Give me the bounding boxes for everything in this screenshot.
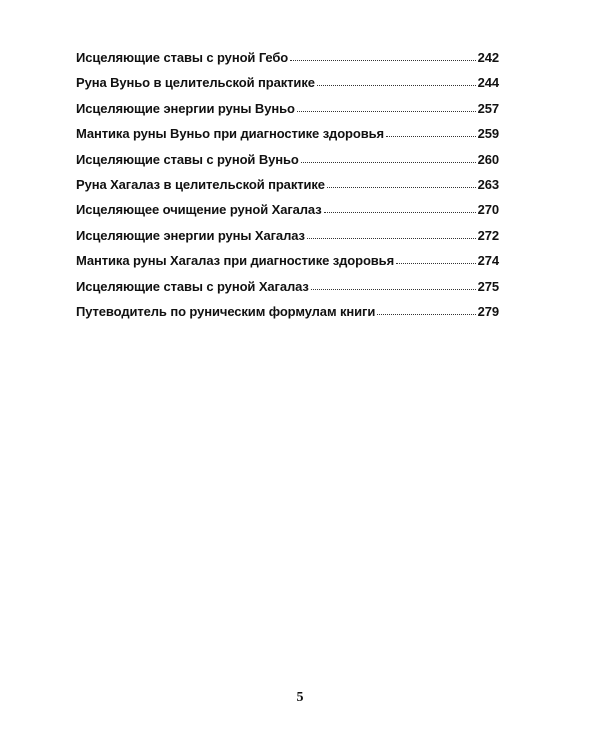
toc-dot-leader bbox=[301, 162, 476, 163]
toc-entry-title: Исцеляющие энергии руны Хагалаз bbox=[76, 227, 305, 243]
toc-entry-page: 272 bbox=[477, 227, 499, 243]
toc-dot-leader bbox=[396, 263, 476, 264]
toc-entry bbox=[76, 304, 499, 329]
toc-entry-title: Путеводитель по руническим формулам книги bbox=[76, 303, 376, 319]
toc-entry bbox=[76, 50, 499, 75]
toc-entry-page: 270 bbox=[477, 202, 499, 218]
toc-dot-leader bbox=[311, 289, 476, 290]
toc-entry-title: Исцеляющее очищение руной Хагалаз bbox=[76, 202, 322, 218]
toc-entry bbox=[76, 152, 499, 177]
toc-entry-page: 257 bbox=[477, 100, 499, 116]
toc-entry-title: Исцеляющие ставы с руной Вуньо bbox=[76, 151, 299, 167]
toc-dot-leader bbox=[377, 314, 475, 315]
toc-entry-title: Исцеляющие ставы с руной Гебо bbox=[76, 50, 289, 65]
toc-entry-page: 275 bbox=[477, 278, 499, 294]
toc-entry-page: 260 bbox=[477, 151, 499, 167]
toc-dot-leader bbox=[327, 187, 476, 188]
toc-entry-title: Исцеляющие ставы с руной Хагалаз bbox=[76, 278, 309, 294]
toc-entry bbox=[76, 202, 499, 227]
toc-entry bbox=[76, 75, 499, 100]
toc-entry-page: 242 bbox=[477, 50, 499, 65]
toc-entry bbox=[76, 253, 499, 278]
toc-entry-page: 244 bbox=[477, 75, 499, 91]
toc-entry bbox=[76, 279, 499, 304]
page-number: 5 bbox=[296, 690, 304, 705]
toc-entry-title: Руна Вуньо в целительской практике bbox=[76, 75, 315, 91]
toc-entry bbox=[76, 126, 499, 151]
toc-entry-title: Мантика руны Вуньо при диагностике здоровья bbox=[76, 126, 385, 142]
toc-entry bbox=[76, 177, 499, 202]
toc-entry bbox=[76, 101, 499, 126]
toc-entry-title: Исцеляющие энергии руны Вуньо bbox=[76, 100, 295, 116]
toc-entry-page: 259 bbox=[477, 126, 499, 142]
toc-dot-leader bbox=[386, 136, 476, 137]
toc-dot-leader bbox=[297, 111, 476, 112]
toc-dot-leader bbox=[324, 212, 476, 213]
toc-entry-page: 263 bbox=[477, 176, 499, 192]
toc-entry-title: Руна Хагалаз в целительской практике bbox=[76, 176, 325, 192]
toc-entry-title: Мантика руны Хагалаз при диагностике здоровья bbox=[76, 253, 395, 269]
toc-dot-leader bbox=[307, 238, 476, 239]
table-of-contents bbox=[76, 50, 499, 329]
toc-dot-leader bbox=[290, 60, 475, 61]
toc-entry-page: 274 bbox=[477, 253, 499, 269]
toc-entry-page: 279 bbox=[477, 303, 499, 319]
toc-entry bbox=[76, 228, 499, 253]
toc-dot-leader bbox=[317, 85, 476, 86]
